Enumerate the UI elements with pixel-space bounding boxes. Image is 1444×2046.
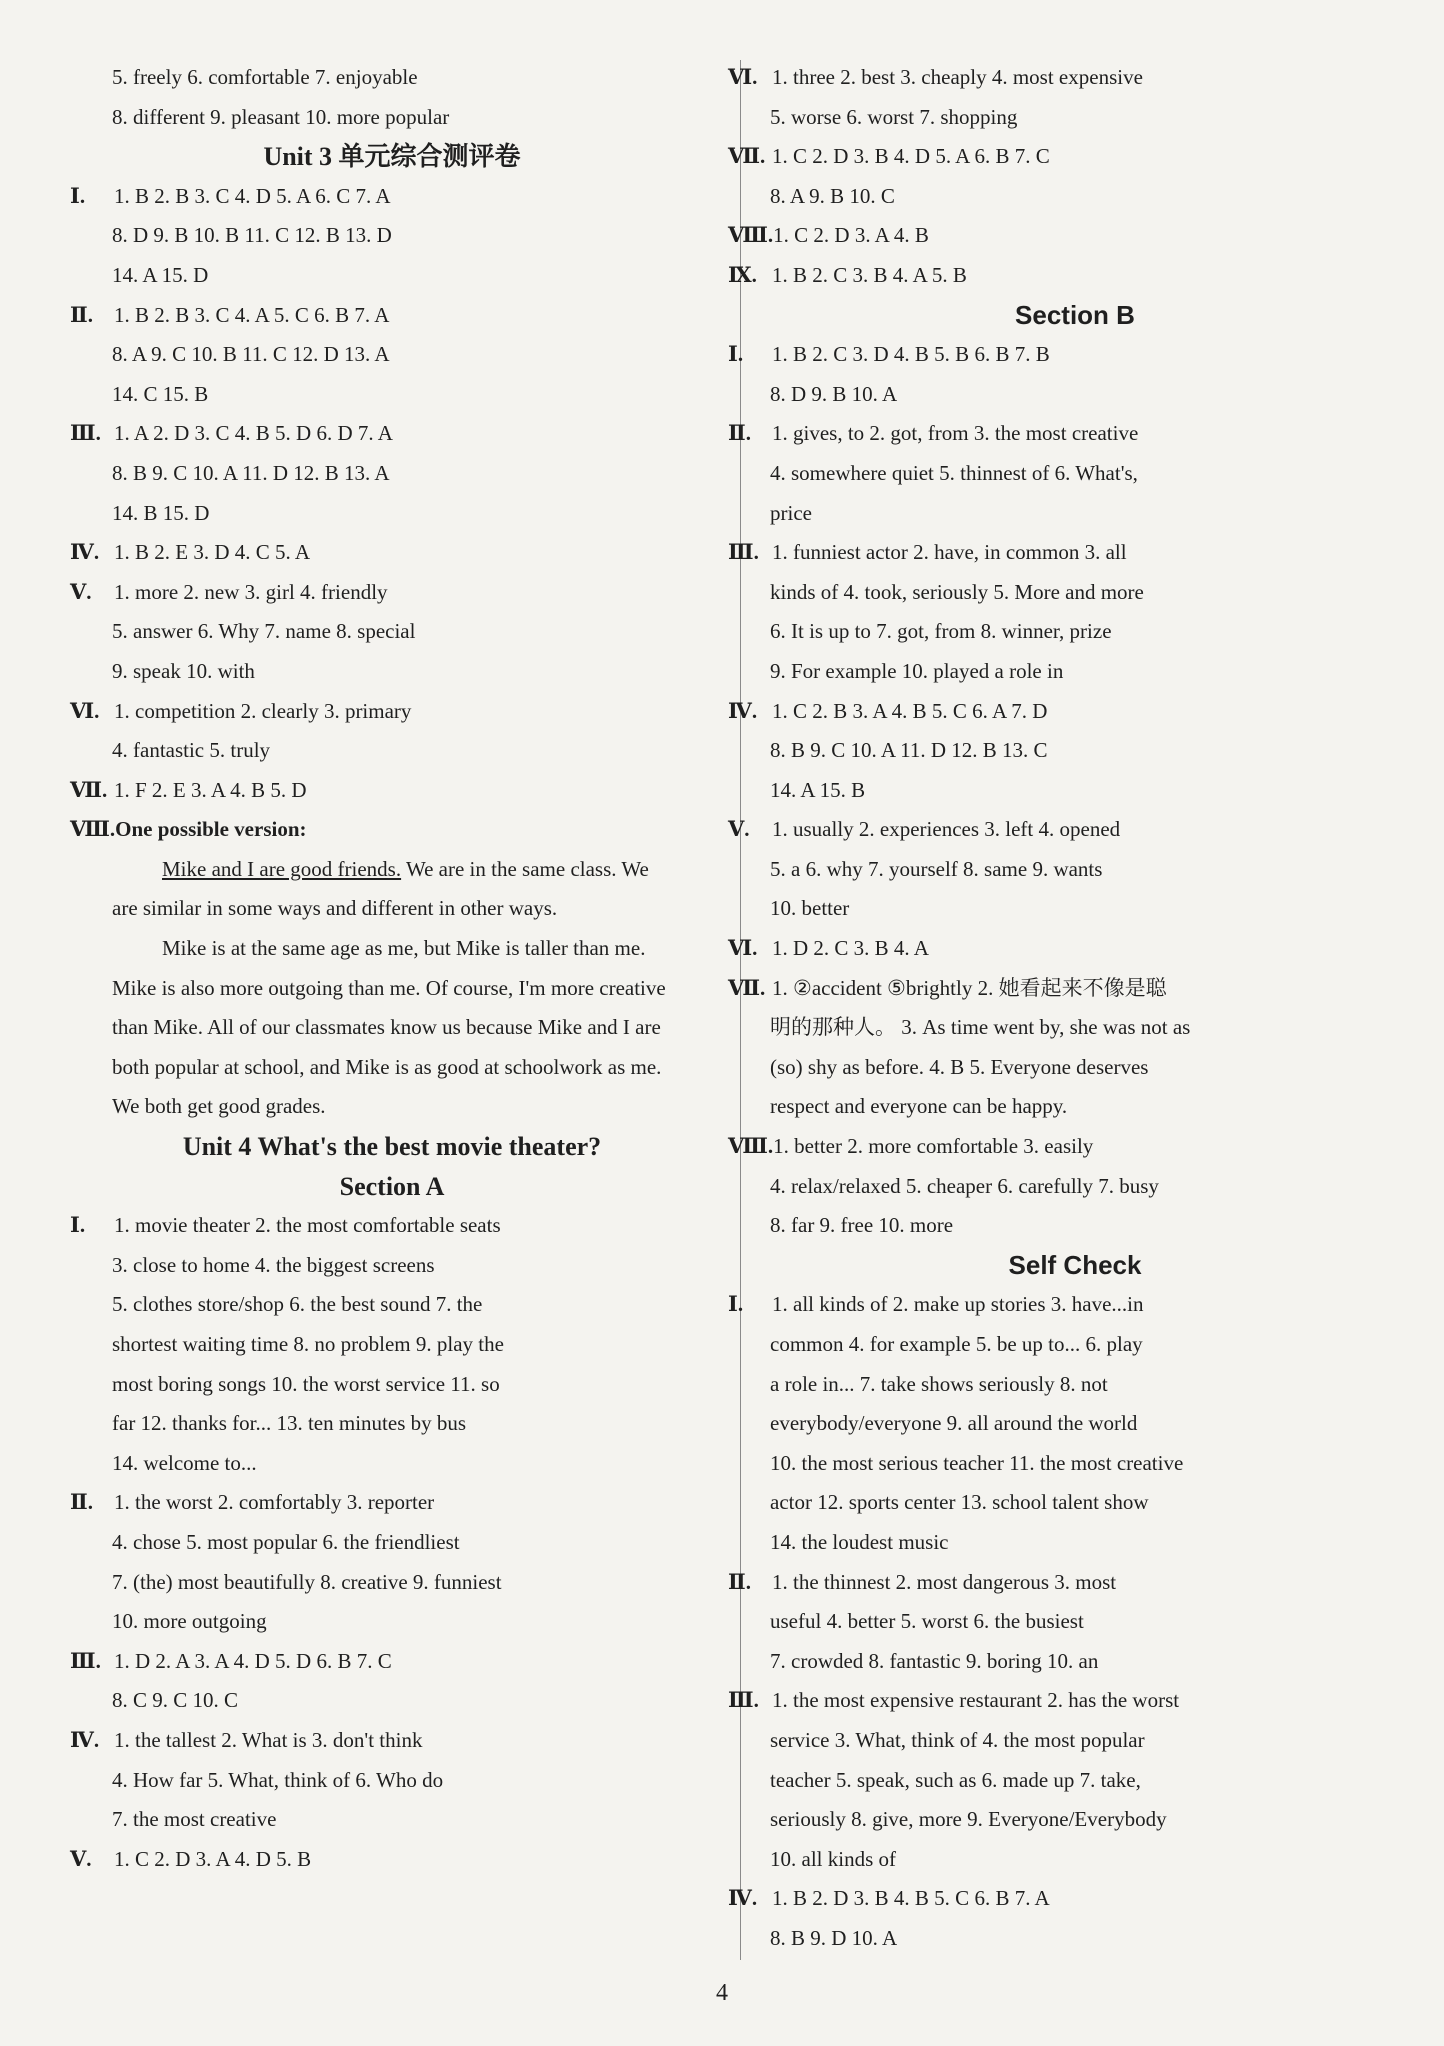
- answer-line: [70, 692, 672, 732]
- answer-text: seriously 8. give, more 9. Everyone/Everybody: [770, 1807, 1167, 1832]
- answer-line: [770, 850, 1380, 890]
- section-heading: Section A: [339, 1171, 445, 1201]
- answer-line: [112, 335, 672, 375]
- roman-section-marker: Ⅳ.: [728, 698, 758, 723]
- answer-text: 1. the thinnest 2. most dangerous 3. most: [772, 1569, 1117, 1594]
- answer-text: 7. crowded 8. fantastic 9. boring 10. an: [770, 1648, 1099, 1673]
- answer-line: [728, 929, 1380, 969]
- answer-line: [770, 1919, 1380, 1959]
- answer-line: [728, 533, 1380, 573]
- answer-line: [112, 216, 672, 256]
- sample-essay-paragraph: [112, 850, 672, 929]
- answer-text: 1. B 2. B 3. C 4. A 5. C 6. B 7. A: [114, 302, 390, 327]
- answer-line: [112, 1681, 672, 1721]
- answer-text: 1. B 2. E 3. D 4. C 5. A: [114, 540, 311, 565]
- answer-text: 8. C 9. C 10. C: [112, 1688, 239, 1713]
- answer-line: [70, 771, 672, 811]
- answer-line: [770, 1325, 1380, 1365]
- answer-line: [770, 98, 1380, 138]
- section-heading: Section B: [1015, 299, 1135, 330]
- answer-line: [70, 1721, 672, 1761]
- answer-text: 1. all kinds of 2. make up stories 3. have...in: [772, 1292, 1144, 1317]
- answer-line: [770, 494, 1380, 534]
- answer-text: 6. It is up to 7. got, from 8. winner, prize: [770, 619, 1112, 644]
- answer-line: [70, 1642, 672, 1682]
- answer-line: [112, 731, 672, 771]
- answer-line: [770, 1523, 1380, 1563]
- answer-text: 10. the most serious teacher 11. the most creative: [770, 1450, 1184, 1475]
- answer-text: 4. How far 5. What, think of 6. Who do: [112, 1767, 444, 1792]
- roman-section-marker: Ⅴ.: [728, 817, 750, 842]
- roman-section-marker: Ⅶ.: [70, 777, 108, 802]
- paragraph-text: Mike is at the same age as me, but Mike is taller than me. Mike is also more outgoing than me. Of course, I'm more creative than Mike. All of our classmates know us because Mike and I are both popular at school, and Mike is as good at schoolwork as me. We both get good grades.: [112, 936, 666, 1119]
- answer-line: [112, 1761, 672, 1801]
- answer-line: [112, 612, 672, 652]
- answer-line: [112, 494, 672, 534]
- answer-text: 1. B 2. C 3. D 4. B 5. B 6. B 7. B: [772, 342, 1050, 367]
- roman-section-marker: Ⅲ.: [70, 1648, 101, 1673]
- answer-text: 4. fantastic 5. truly: [112, 738, 271, 763]
- answer-text: 1. B 2. C 3. B 4. A 5. B: [772, 262, 967, 287]
- answer-text: 5. a 6. why 7. yourself 8. same 9. wants: [770, 856, 1103, 881]
- answer-text: 4. somewhere quiet 5. thinnest of 6. What's,: [770, 460, 1138, 485]
- answer-text: 9. speak 10. with: [112, 658, 255, 683]
- answer-line: [770, 1167, 1380, 1207]
- answer-text: 1. usually 2. experiences 3. left 4. opened: [772, 817, 1121, 842]
- answer-text: 1. C 2. D 3. A 4. D 5. B: [114, 1846, 312, 1871]
- answer-line: [770, 1761, 1380, 1801]
- answer-text: 5. freely 6. comfortable 7. enjoyable: [112, 65, 418, 89]
- answer-line: [70, 1840, 672, 1880]
- answer-text: useful 4. better 5. worst 6. the busiest: [770, 1609, 1084, 1634]
- answer-text: kinds of 4. took, seriously 5. More and more: [770, 579, 1144, 604]
- roman-section-marker: Ⅲ.: [70, 421, 101, 446]
- answer-text: 14. C 15. B: [112, 381, 209, 406]
- section-heading: Unit 3 单元综合测评卷: [263, 142, 521, 172]
- answer-line: [728, 256, 1380, 296]
- answer-text: 1. D 2. C 3. B 4. A: [772, 936, 929, 961]
- answer-line: [70, 573, 672, 613]
- answer-text: 10. more outgoing: [112, 1609, 267, 1634]
- answer-line: [112, 1365, 672, 1405]
- answer-line: [770, 454, 1380, 494]
- roman-section-marker: Ⅵ.: [728, 936, 758, 961]
- answer-line: [728, 692, 1380, 732]
- answer-text: actor 12. sports center 13. school talent show: [770, 1490, 1149, 1515]
- answer-line: [112, 98, 672, 138]
- roman-section-marker: Ⅰ.: [728, 1292, 744, 1317]
- answer-line: [112, 1325, 672, 1365]
- answer-text: 1. A 2. D 3. C 4. B 5. D 6. D 7. A: [114, 421, 393, 446]
- roman-section-marker: Ⅶ.: [728, 144, 766, 169]
- answer-line: [70, 810, 672, 850]
- answer-text: respect and everyone can be happy.: [770, 1094, 1068, 1119]
- answer-line: [112, 652, 672, 692]
- answer-text: (so) shy as before. 4. B 5. Everyone deserves: [770, 1054, 1149, 1079]
- roman-section-marker: Ⅰ.: [70, 1213, 86, 1238]
- answer-text: 1. three 2. best 3. cheaply 4. most expensive: [772, 65, 1143, 89]
- answer-line: [112, 1800, 672, 1840]
- answer-line: [112, 58, 672, 98]
- answer-line: [770, 1483, 1380, 1523]
- answer-text: common 4. for example 5. be up to... 6. play: [770, 1332, 1143, 1356]
- answer-text: 1. ②accident ⑤brightly 2. 她看起来不像是聪: [772, 975, 1167, 1000]
- answer-text: 1. D 2. A 3. A 4. D 5. D 6. B 7. C: [114, 1648, 392, 1673]
- answer-text: 8. A 9. B 10. C: [770, 183, 895, 208]
- answer-text: 10. all kinds of: [770, 1846, 896, 1871]
- answer-text: everybody/everyone 9. all around the world: [770, 1411, 1138, 1436]
- answer-line: [728, 810, 1380, 850]
- roman-section-marker: Ⅰ.: [728, 342, 744, 367]
- answer-text: 7. (the) most beautifully 8. creative 9. funniest: [112, 1569, 502, 1594]
- answer-line: [728, 1127, 1380, 1167]
- answer-text: 8. D 9. B 10. A: [770, 381, 898, 406]
- roman-section-marker: Ⅲ.: [728, 1688, 759, 1713]
- answer-text: 1. F 2. E 3. A 4. B 5. D: [114, 777, 307, 802]
- answer-line: [770, 1087, 1380, 1127]
- answer-line: [728, 137, 1380, 177]
- answer-text: 1. B 2. D 3. B 4. B 5. C 6. B 7. A: [772, 1886, 1050, 1911]
- answer-line: [112, 1523, 672, 1563]
- answer-line: [770, 573, 1380, 613]
- answer-line: [70, 1206, 672, 1246]
- answer-line: [112, 454, 672, 494]
- answer-text: 1. the worst 2. comfortably 3. reporter: [114, 1490, 435, 1515]
- answer-text: 8. B 9. C 10. A 11. D 12. B 13. C: [770, 738, 1048, 763]
- answer-line: [770, 375, 1380, 415]
- answer-text: 1. C 2. D 3. A 4. B: [773, 223, 929, 248]
- roman-section-marker: Ⅱ.: [70, 302, 93, 327]
- answer-text: 4. relax/relaxed 5. cheaper 6. carefully 7. busy: [770, 1173, 1159, 1198]
- roman-section-marker: Ⅷ.: [728, 1134, 774, 1159]
- answer-text: 1. C 2. D 3. B 4. D 5. A 6. B 7. C: [772, 144, 1050, 169]
- section-heading: Self Check: [1008, 1249, 1142, 1280]
- answer-line: [770, 612, 1380, 652]
- answer-text: far 12. thanks for... 13. ten minutes by bus: [112, 1411, 467, 1436]
- sample-essay-paragraph: [112, 929, 672, 1127]
- answer-line: [728, 1681, 1380, 1721]
- answer-text: 9. For example 10. played a role in: [770, 658, 1064, 683]
- answer-line: [770, 1444, 1380, 1484]
- answer-text: One possible version:: [115, 817, 307, 842]
- left-column: [70, 58, 672, 1879]
- answer-line: [770, 1721, 1380, 1761]
- answer-line: [728, 1563, 1380, 1603]
- answer-line: [728, 335, 1380, 375]
- roman-section-marker: Ⅰ.: [70, 183, 86, 208]
- roman-section-marker: Ⅱ.: [728, 421, 751, 446]
- roman-section-marker: Ⅳ.: [728, 1886, 758, 1911]
- answer-line: [728, 216, 1380, 256]
- answer-text: 1. the most expensive restaurant 2. has the worst: [772, 1688, 1180, 1713]
- roman-section-marker: Ⅸ.: [728, 262, 757, 287]
- roman-section-marker: Ⅵ.: [70, 698, 100, 723]
- roman-section-marker: Ⅱ.: [70, 1490, 93, 1515]
- answer-line: [770, 1365, 1380, 1405]
- roman-section-marker: Ⅶ.: [728, 975, 766, 1000]
- answer-text: 8. A 9. C 10. B 11. C 12. D 13. A: [112, 342, 390, 367]
- answer-text: 1. more 2. new 3. girl 4. friendly: [114, 579, 388, 604]
- answer-text: 8. B 9. C 10. A 11. D 12. B 13. A: [112, 460, 390, 485]
- roman-section-marker: Ⅳ.: [70, 540, 100, 565]
- answer-line: [112, 1563, 672, 1603]
- roman-section-marker: Ⅷ.: [70, 817, 116, 842]
- answer-line: [770, 1800, 1380, 1840]
- answer-text: 3. close to home 4. the biggest screens: [112, 1252, 435, 1277]
- answer-text: 明的那种人。 3. As time went by, she was not as: [770, 1015, 1191, 1040]
- answer-line: [728, 1285, 1380, 1325]
- answer-text: a role in... 7. take shows seriously 8. not: [770, 1371, 1108, 1396]
- answer-text: 8. D 9. B 10. B 11. C 12. B 13. D: [112, 223, 392, 248]
- answer-line: [70, 177, 672, 217]
- answer-line: [770, 889, 1380, 929]
- answer-text: 4. chose 5. most popular 6. the friendliest: [112, 1529, 460, 1554]
- roman-section-marker: Ⅵ.: [728, 65, 758, 89]
- roman-section-marker: Ⅴ.: [70, 1846, 92, 1871]
- answer-line: [112, 375, 672, 415]
- answer-line: [728, 414, 1380, 454]
- answer-line: [70, 296, 672, 336]
- roman-section-marker: Ⅴ.: [70, 579, 92, 604]
- answer-line: [112, 1404, 672, 1444]
- answer-line: [770, 771, 1380, 811]
- answer-text: most boring songs 10. the worst service 11. so: [112, 1371, 500, 1396]
- answer-line: [112, 1602, 672, 1642]
- answer-text: shortest waiting time 8. no problem 9. play the: [112, 1332, 504, 1356]
- answer-text: teacher 5. speak, such as 6. made up 7. take,: [770, 1767, 1141, 1792]
- answer-text: 10. better: [770, 896, 850, 921]
- answer-text: 8. far 9. free 10. more: [770, 1213, 954, 1238]
- answer-line: [112, 1246, 672, 1286]
- answer-text: 1. better 2. more comfortable 3. easily: [773, 1134, 1094, 1159]
- answer-text: 1. movie theater 2. the most comfortable seats: [114, 1213, 501, 1238]
- answer-text: 14. A 15. B: [770, 777, 866, 802]
- answer-line: [770, 1048, 1380, 1088]
- section-heading: Unit 4 What's the best movie theater?: [182, 1132, 602, 1162]
- answer-line: [112, 256, 672, 296]
- answer-text: service 3. What, think of 4. the most popular: [770, 1727, 1145, 1752]
- paragraph-text: We are in the same class. We are similar in some ways and different in other ways.: [112, 856, 649, 921]
- answer-text: 1. competition 2. clearly 3. primary: [114, 698, 412, 723]
- roman-section-marker: Ⅷ.: [728, 223, 774, 248]
- right-column: [728, 58, 1380, 1959]
- answer-text: 1. B 2. B 3. C 4. D 5. A 6. C 7. A: [114, 183, 391, 208]
- answer-text: 1. the tallest 2. What is 3. don't think: [114, 1727, 423, 1752]
- answer-text: 8. different 9. pleasant 10. more popular: [112, 104, 450, 129]
- roman-section-marker: Ⅲ.: [728, 540, 759, 565]
- answer-text: 8. B 9. D 10. A: [770, 1925, 898, 1950]
- answer-text: 14. the loudest music: [770, 1529, 949, 1554]
- roman-section-marker: Ⅳ.: [70, 1727, 100, 1752]
- roman-section-marker: Ⅱ.: [728, 1569, 751, 1594]
- answer-text: 1. gives, to 2. got, from 3. the most creative: [772, 421, 1139, 446]
- answer-line: [112, 1285, 672, 1325]
- answer-text: 5. answer 6. Why 7. name 8. special: [112, 619, 416, 644]
- answer-line: [728, 58, 1380, 98]
- answer-text: 14. welcome to...: [112, 1450, 257, 1475]
- answer-line: [770, 1840, 1380, 1880]
- answer-line: [770, 1602, 1380, 1642]
- answer-text: 14. B 15. D: [112, 500, 210, 525]
- answer-text: 1. funniest actor 2. have, in common 3. all: [772, 540, 1127, 565]
- answer-text: 7. the most creative: [112, 1807, 277, 1832]
- answer-text: 1. C 2. B 3. A 4. B 5. C 6. A 7. D: [772, 698, 1048, 723]
- page-number: 4: [716, 1980, 728, 2006]
- answer-line: [770, 1008, 1380, 1048]
- answer-line: [70, 533, 672, 573]
- answer-line: [728, 969, 1380, 1009]
- answer-text: 5. clothes store/shop 6. the best sound 7. the: [112, 1292, 483, 1317]
- answer-line: [70, 1483, 672, 1523]
- answer-text: 5. worse 6. worst 7. shopping: [770, 104, 1018, 129]
- answer-line: [770, 731, 1380, 771]
- answer-line: [112, 1444, 672, 1484]
- answer-line: [770, 652, 1380, 692]
- underlined-topic-sentence: Mike and I are good friends.: [162, 856, 402, 881]
- answer-line: [770, 1404, 1380, 1444]
- answer-line: [728, 1879, 1380, 1919]
- answer-text: price: [770, 500, 812, 525]
- answer-line: [70, 414, 672, 454]
- answer-line: [770, 177, 1380, 217]
- answer-line: [770, 1642, 1380, 1682]
- answer-text: 14. A 15. D: [112, 262, 209, 287]
- answer-line: [770, 1206, 1380, 1246]
